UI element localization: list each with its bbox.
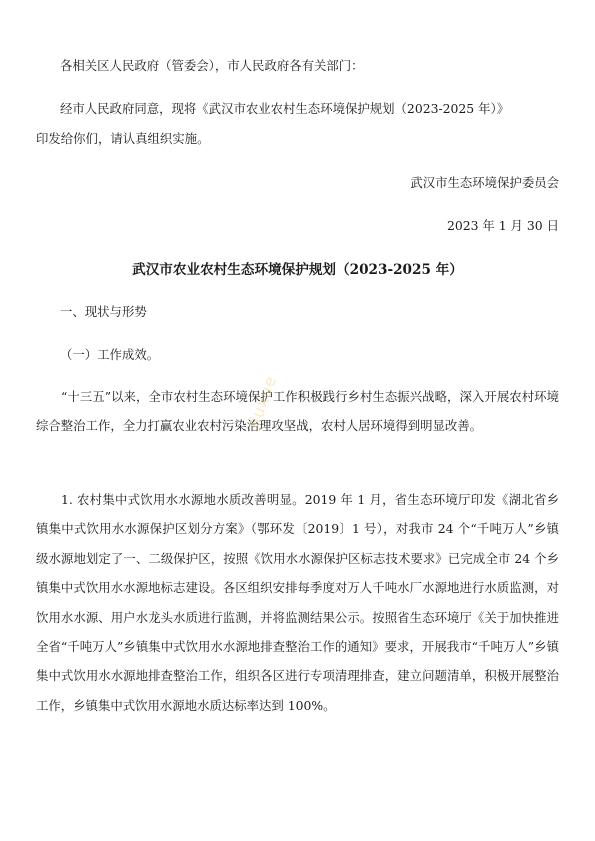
item1-paragraph: 1. 农村集中式饮用水水源地水质改善明显。2019 年 1 月，省生态环境厅印发《湖北省乡镇集中式饮用水水源保护区划分方案》（鄂环发〔2019〕1 号），对我市 24 个“千吨万人”乡镇级水源地划定了一、二级保护区，按照《饮用水水源保护区标志技术要求》已完成全市 24 个乡镇集中式饮用水水源地标志建设。各区组织安排每季度对万人千吨水厂水源地进行水质监测，对饮用水水源、用户水龙头水质进行监测，并将监测结果公示。按照省生态环境厅《关于加快推进全省“千吨万人”乡镇集中式饮用水水源地排查整治工作的通知》要求，开展我市“千吨万人”乡镇集中式饮用水水源地排查整治工作，组织各区进行专项清理排查，建立问题清单，积极开展整治工作，乡镇集中式饮用水源地水质达标率达到 100%。: [36, 492, 559, 713]
notice-body-line1: 经市人民政府同意，现将《武汉市农业农村生态环境保护规划（2023-2025 年）》: [60, 101, 510, 116]
notice-date: 2023 年 1 月 30 日: [446, 218, 559, 233]
section-heading: 一、现状与形势: [60, 304, 147, 319]
subsection-heading: （一）工作成效。: [60, 347, 160, 362]
notice-issuer: 武汉市生态环境保护委员会: [410, 175, 559, 190]
notice-body-line2: 印发给你们，请认真组织实施。: [36, 131, 210, 146]
notice-salutation: 各相关区人民政府（管委会），市人民政府各有关部门：: [60, 58, 364, 73]
plan-title: 武汉市农业农村生态环境保护规划（2023-2025 年）: [132, 262, 463, 278]
watermark-logo: jiuxue: [244, 372, 281, 431]
intro-paragraph: “十三五”以来，全市农村生态环境保护工作积极践行乡村生态振兴战略，深入开展农村环境综合整治工作，全力打赢农业农村污染治理攻坚战，农村人居环境得到明显改善。: [36, 389, 559, 434]
